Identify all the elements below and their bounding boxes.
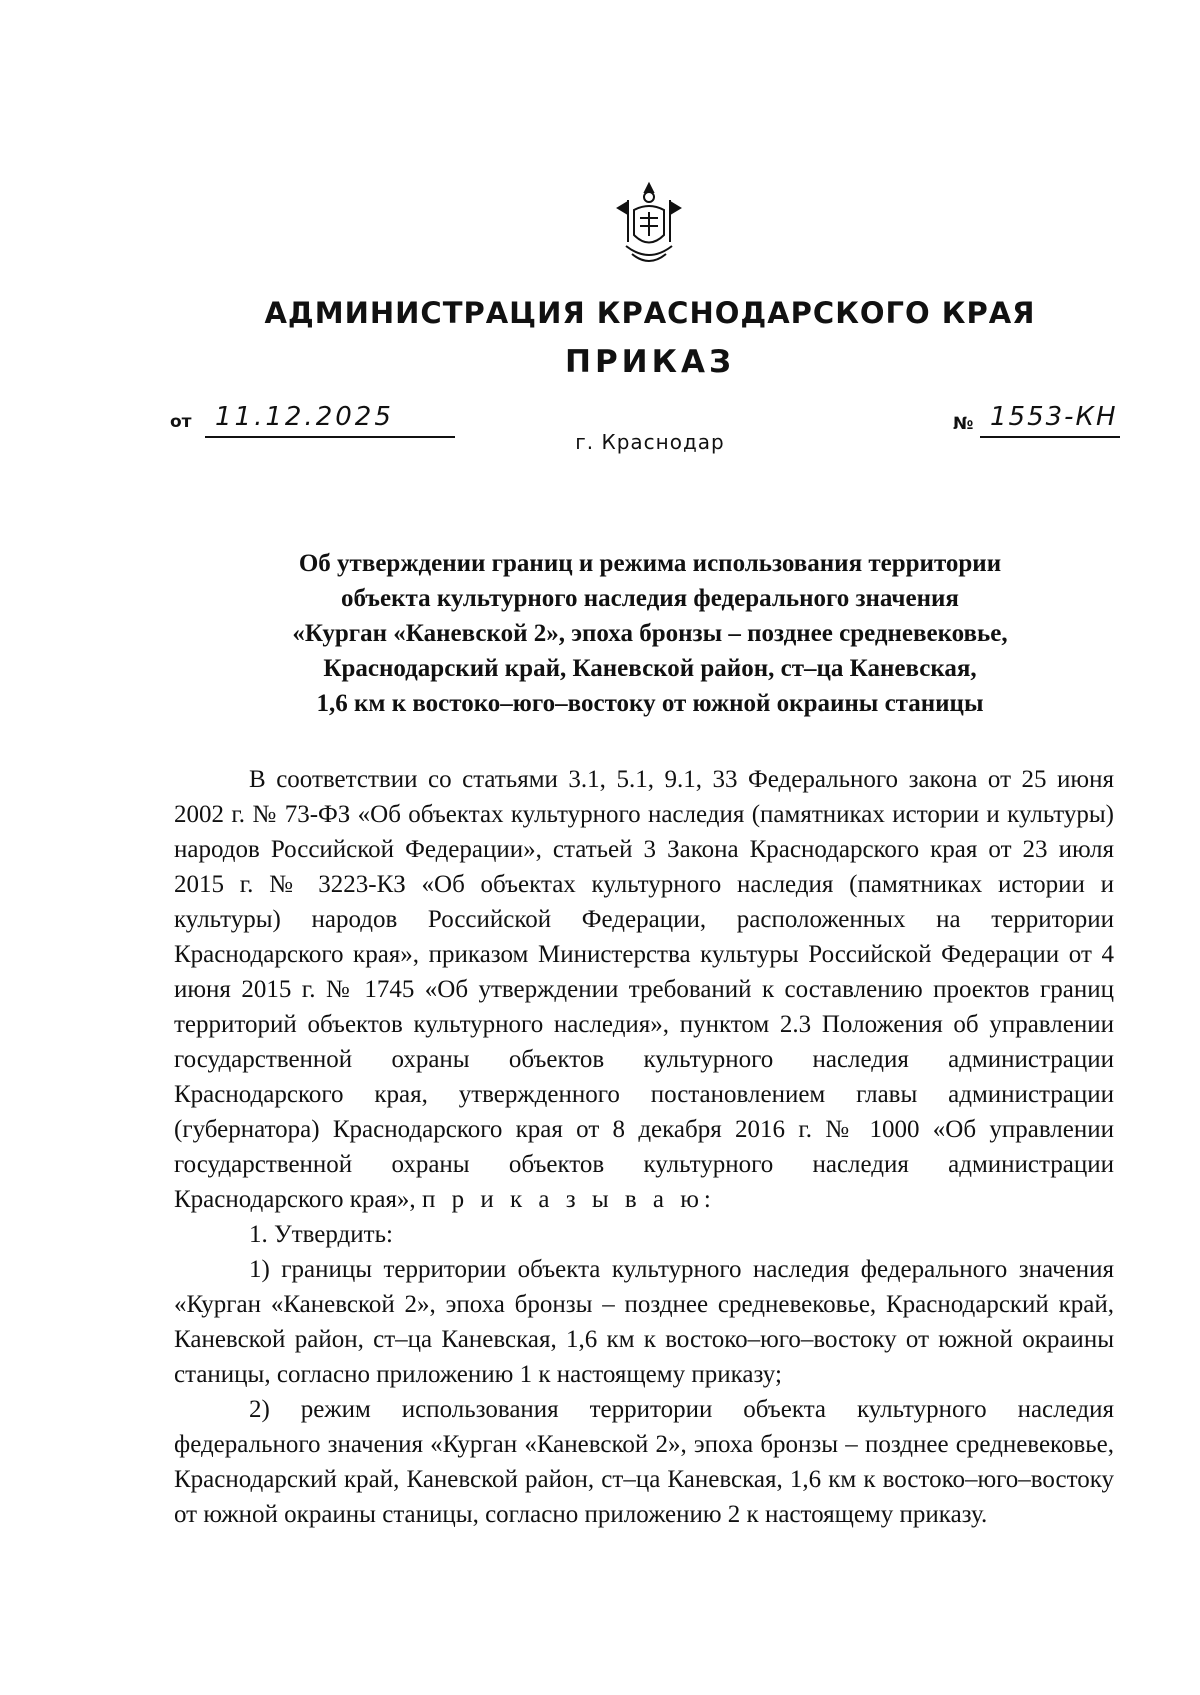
- title-line: Краснодарский край, Каневской район, ст–ца Каневская,: [323, 655, 977, 682]
- order-word: п р и к а з ы в а ю:: [421, 1186, 716, 1213]
- krasnodar-coat-of-arms-icon: [614, 180, 684, 270]
- number-label: №: [953, 414, 974, 434]
- point-1: 1. Утвердить:: [249, 1221, 393, 1248]
- title-line: Об утверждении границ и режима использования территории: [298, 550, 1002, 577]
- number-underline: [980, 436, 1120, 438]
- preamble-text: В соответствии со статьями 3.1, 5.1, 9.1, 33 Федерального закона от 25 июня 2002 г. № 73-ФЗ «Об объектах культурного наследия (памятниках истории и культуры) народов Российской Федерации», статьей 3 Закона Краснодарского края от 23 июля 2015 г. № 3223-КЗ «Об объектах культурного наследия (памятниках истории и культуры) народов Российской Федерации, расположенных на территории Краснодарского края», приказом Министерства культуры Российской Федерации от 4 июня 2015 г. № 1745 «Об утверждении требований к составлению проектов границ территорий объектов культурного наследия», пунктом 2.3 Положения об управлении государственной охраны объектов культурного наследия администрации Краснодарского края, утвержденного постановлением главы администрации (губернатора) Краснодарского края от 8 декабря 2016 г. № 1000 «Об управлении государственной охраны объектов культурного наследия администрации Краснодарского края»,: [174, 766, 1114, 1213]
- handwritten-number: 1553-КН: [990, 402, 1118, 432]
- title-line: «Курган «Каневской 2», эпоха бронзы – позднее средневековье,: [292, 620, 1008, 647]
- subpoint-2: 2) режим использования территории объекта культурного наследия федерального значения «Курган «Каневской 2», эпоха бронзы – позднее средневековье, Краснодарский край, Каневской район, ст–ца Каневская, 1,6 км к востоко–юго–востоку от южной окраины станицы, согласно приложению 2 к настоящему приказу.: [174, 1396, 1114, 1528]
- document-type: ПРИКАЗ: [565, 344, 735, 380]
- preamble-paragraph: [174, 762, 1114, 1217]
- city: г. Краснодар: [575, 430, 725, 454]
- title-line: 1,6 км к востоко–юго–востоку от южной окраины станицы: [316, 690, 984, 717]
- title-line: объекта культурного наследия федерального значения: [341, 585, 959, 612]
- handwritten-date: 11.12.2025: [215, 402, 394, 432]
- document-title: [150, 546, 1150, 721]
- issuing-authority: АДМИНИСТРАЦИЯ КРАСНОДАРСКОГО КРАЯ: [264, 296, 1036, 330]
- subpoint-1: 1) границы территории объекта культурного наследия федерального значения «Курган «Каневской 2», эпоха бронзы – позднее средневековье, Краснодарский край, Каневской район, ст–ца Каневская, 1,6 км к востоко–юго–востоку от южной окраины станицы, согласно приложению 1 к настоящему приказу;: [174, 1256, 1114, 1388]
- document-body: [174, 762, 1114, 1532]
- date-label: от: [170, 412, 192, 432]
